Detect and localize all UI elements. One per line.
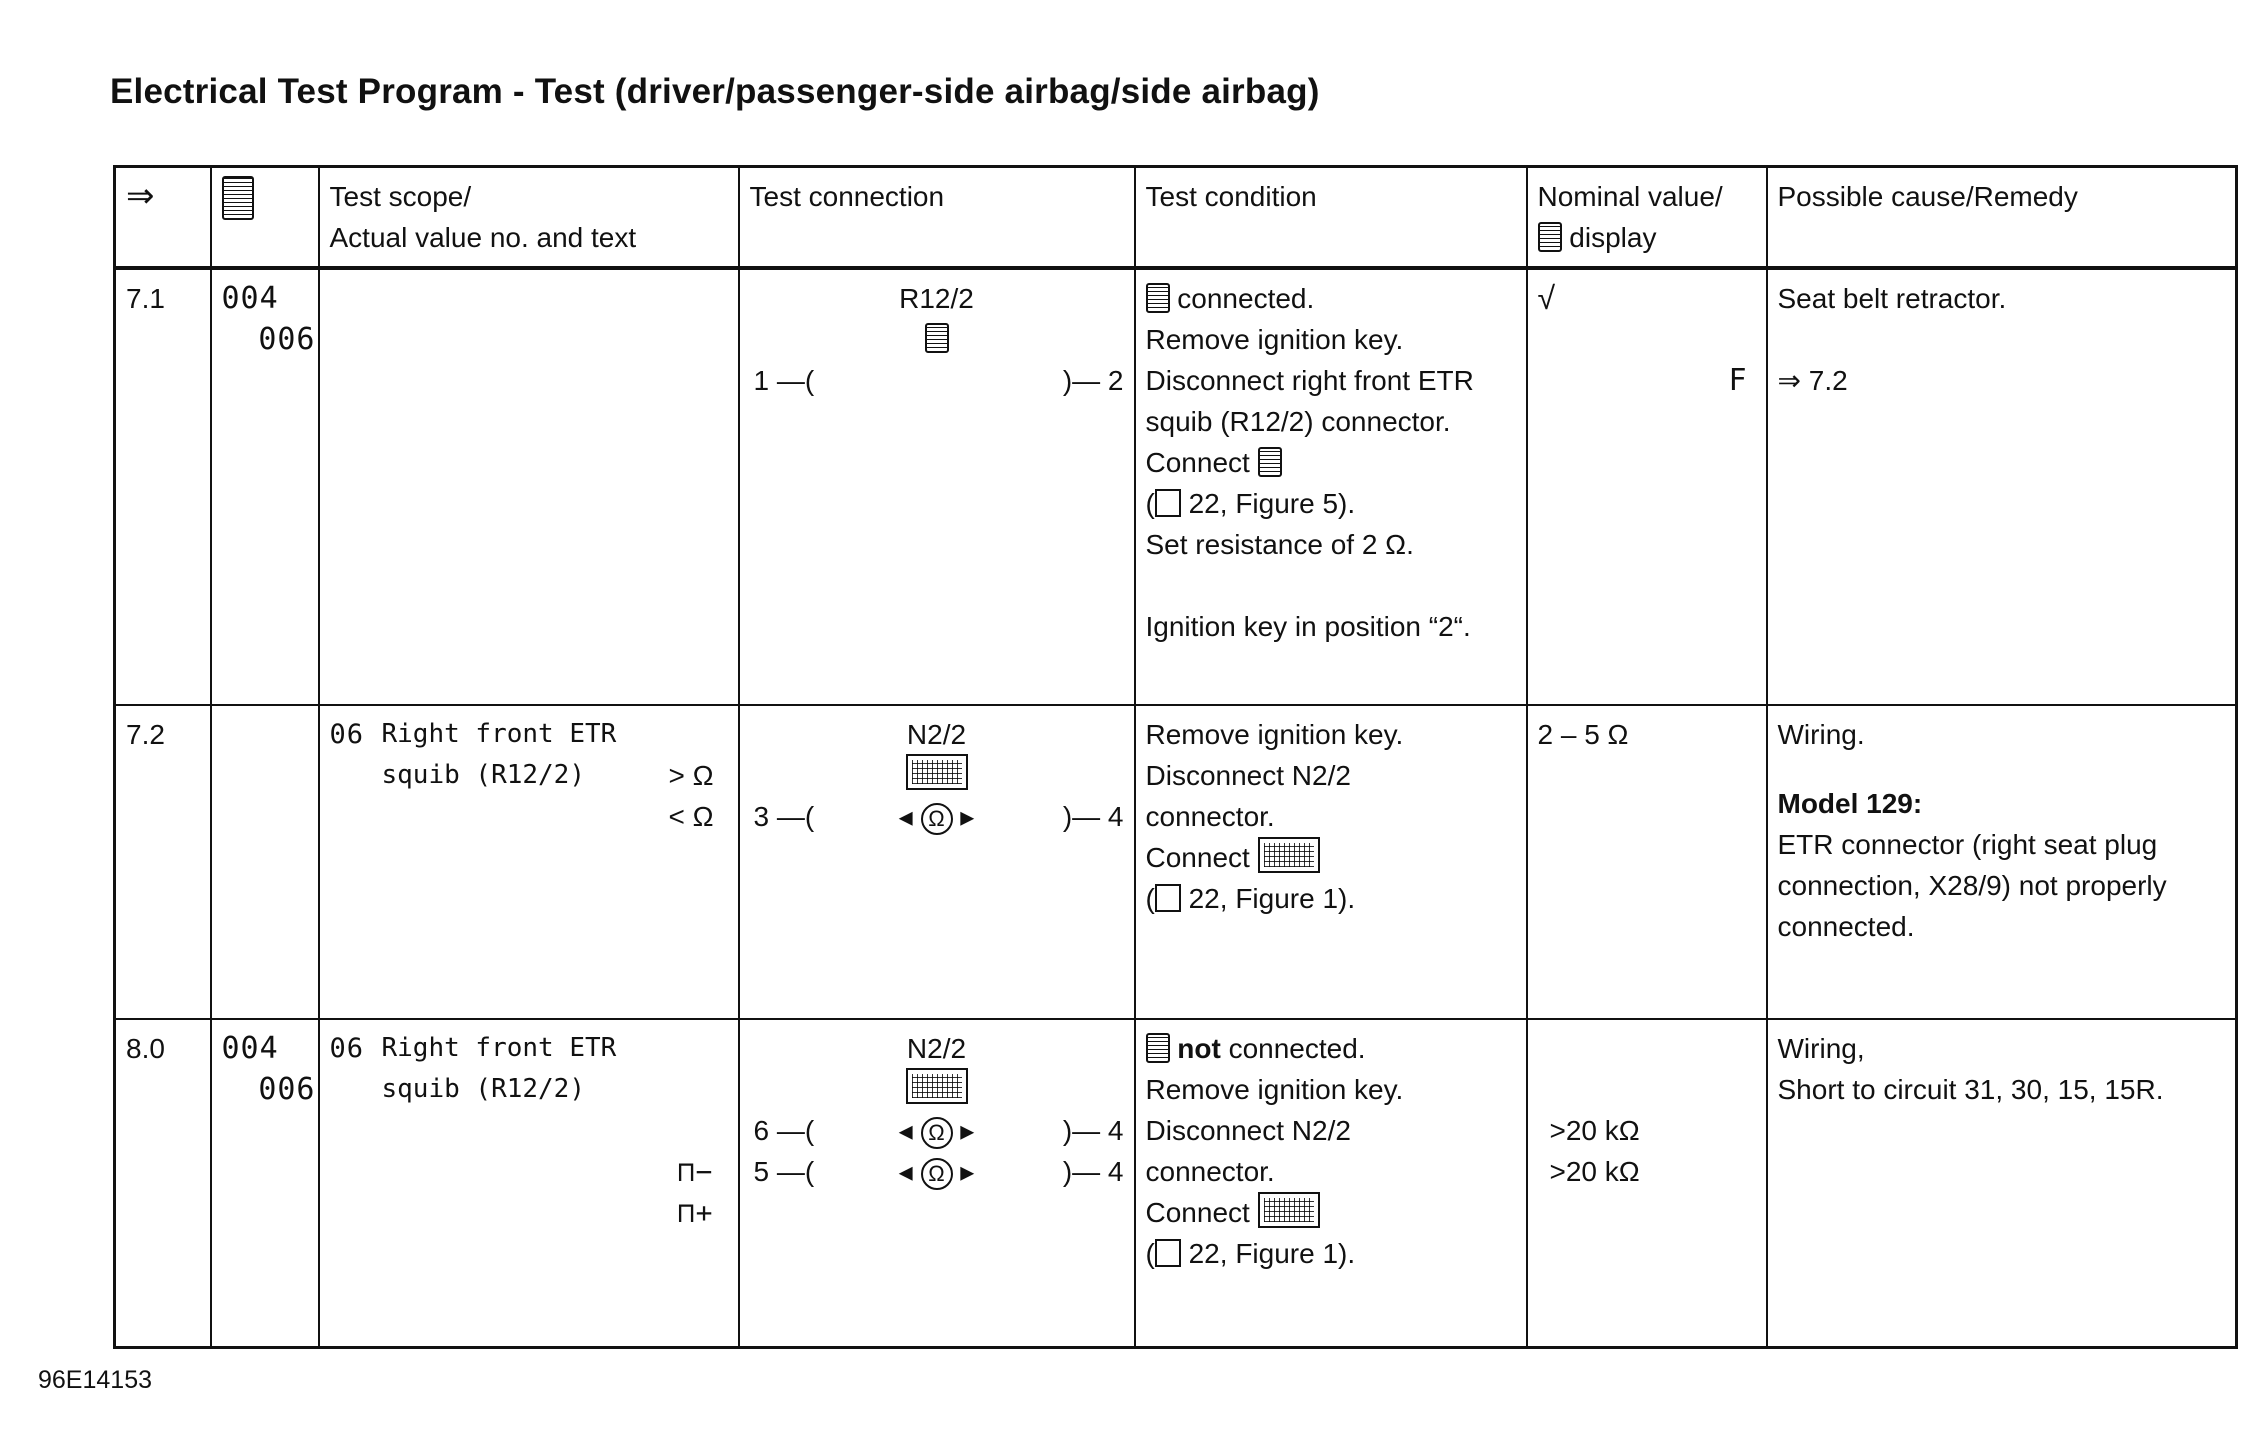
document-code: 96E14153 bbox=[38, 1366, 153, 1394]
header-step: ⇒ bbox=[115, 167, 211, 269]
ohmmeter-icon: ◂ Ω ▸ bbox=[899, 1115, 975, 1146]
header-condition: Test condition bbox=[1135, 167, 1527, 269]
ohmmeter-icon: ◂ Ω ▸ bbox=[899, 801, 975, 832]
header-connection: Test connection bbox=[739, 167, 1135, 269]
nominal-cell: √ F bbox=[1527, 268, 1767, 705]
condition-cell: not connected. Remove ignition key. Disconnect N2/2 connector. Connect ( 22, Figure 1). bbox=[1135, 1019, 1527, 1348]
remedy-cell: Wiring. Model 129: ETR connector (right seat plug connection, X28/9) not properly connected. bbox=[1767, 705, 2237, 1019]
step-number: 7.1 bbox=[115, 268, 211, 705]
connection-cell: R12/2 1 —( )— 2 bbox=[739, 268, 1135, 705]
scope-cell: 06 Right front ETR squib (R12/2) ⊓− ⊓+ bbox=[319, 1019, 739, 1348]
adapter-board-icon bbox=[906, 1068, 968, 1104]
header-scope: Test scope/ Actual value no. and text bbox=[319, 167, 739, 269]
header-row bbox=[115, 167, 2237, 269]
tester-icon bbox=[222, 176, 254, 220]
table-row bbox=[115, 1019, 2237, 1348]
goto-step-link: ⇒ 7.2 bbox=[1777, 365, 1848, 396]
code-cell bbox=[211, 705, 319, 1019]
connection-cell: N2/2 3 —( ◂ Ω ▸ )— 4 bbox=[739, 705, 1135, 1019]
condition-cell: Remove ignition key. Disconnect N2/2 connector. Connect ( 22, Figure 1). bbox=[1135, 705, 1527, 1019]
step-number: 7.2 bbox=[115, 705, 211, 1019]
tester-icon bbox=[1146, 283, 1170, 313]
adapter-board-icon bbox=[906, 754, 968, 790]
scope-cell: 06 Right front ETR squib (R12/2) > Ω < Ω bbox=[319, 705, 739, 1019]
header-remedy: Possible cause/Remedy bbox=[1767, 167, 2237, 269]
tester-icon bbox=[1538, 222, 1562, 252]
manual-reference-icon bbox=[1155, 884, 1181, 912]
nominal-cell: >20 kΩ >20 kΩ bbox=[1527, 1019, 1767, 1348]
adapter-board-icon bbox=[1258, 837, 1320, 873]
table-row bbox=[115, 268, 2237, 705]
nominal-cell: 2 – 5 Ω bbox=[1527, 705, 1767, 1019]
connection-cell: N2/2 6 —( ◂ Ω ▸ )— 4 5 —( ◂ Ω ▸ )— 4 bbox=[739, 1019, 1135, 1348]
remedy-cell: Wiring, Short to circuit 31, 30, 15, 15R. bbox=[1767, 1019, 2237, 1348]
tester-icon bbox=[925, 323, 949, 353]
tester-icon bbox=[1258, 447, 1282, 477]
manual-reference-icon bbox=[1155, 1239, 1181, 1267]
condition-cell: connected. Remove ignition key. Disconnect right front ETR squib (R12/2) connector. Connect ( 22, Figure 5). Set resistance of 2 Ω. Ignition key in position “2“. bbox=[1135, 268, 1527, 705]
ohmmeter-icon: ◂ Ω ▸ bbox=[899, 1156, 975, 1187]
header-tester bbox=[211, 167, 319, 269]
manual-reference-icon bbox=[1155, 489, 1181, 517]
remedy-cell: Seat belt retractor. ⇒ 7.2 bbox=[1767, 268, 2237, 705]
code-cell: 004 006 bbox=[211, 1019, 319, 1348]
adapter-board-icon bbox=[1258, 1192, 1320, 1228]
test-table bbox=[113, 165, 2238, 1349]
step-number: 8.0 bbox=[115, 1019, 211, 1348]
scope-cell bbox=[319, 268, 739, 705]
table-row bbox=[115, 705, 2237, 1019]
code-cell: 004 006 bbox=[211, 268, 319, 705]
header-nominal: Nominal value/ display bbox=[1527, 167, 1767, 269]
tester-icon bbox=[1146, 1033, 1170, 1063]
page-title: Electrical Test Program - Test (driver/passenger-side airbag/side airbag) bbox=[110, 72, 1320, 111]
